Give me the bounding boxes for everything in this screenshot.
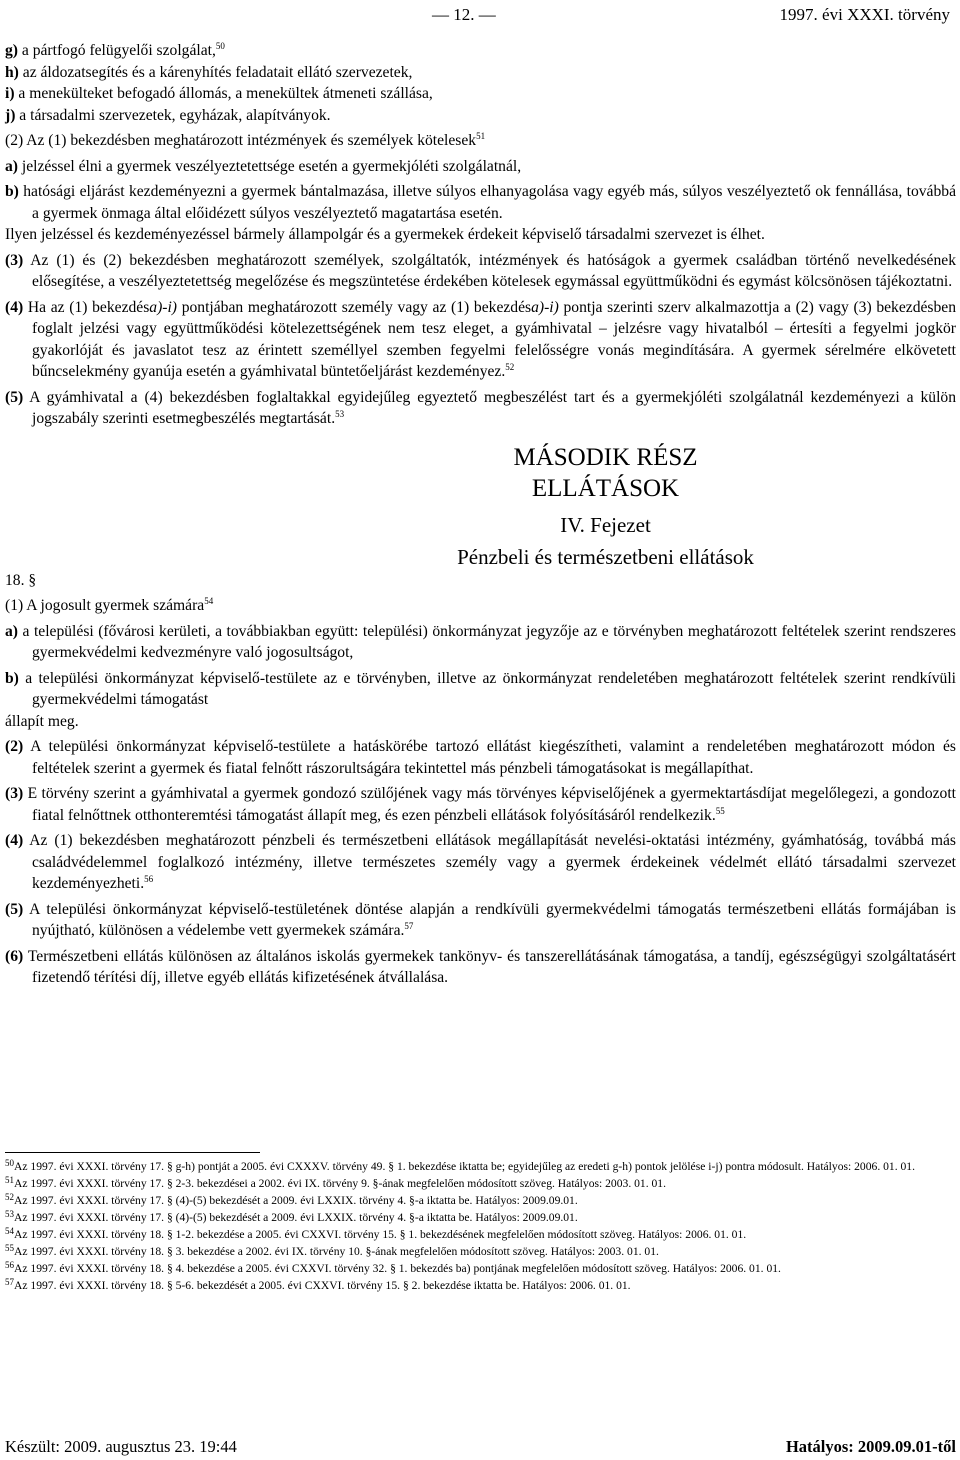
s18-para-1-closing: állapít meg.: [5, 712, 79, 730]
page-footer: [0, 1436, 960, 1458]
para-3: (3) Az (1) és (2) bekezdésben meghatározott személyek, szolgáltatók, intézmények és hatóságok a gyermek családban történő nevelkedésének elősegítése, a veszélyeztetettség megelőzése és megszüntetése érdekében kötelesek egymással együttműködni és egymást kölcsönösen tájékoztatni.: [5, 251, 956, 290]
footnote-57: $^{57}$Az 1997. évi XXXI. törvény 18. § 5-6. bekezdését a 2005. évi CXXVI. törvény 15. § 2. bekezdése iktatta be. Hatályos: 2006. 01. 01.: [5, 1277, 631, 1292]
para-2-closing: Ilyen jelzéssel és kezdeményezéssel bármely állampolgár és a gyermekek érdekeit képviselő társadalmi szervezet is élhet.: [5, 226, 765, 243]
footnote-ref[interactable]: 54: [204, 596, 214, 606]
list-top: [5, 40, 956, 126]
footnote-52: $^{52}$Az 1997. évi XXXI. törvény 17. § (4)-(5) bekezdését a 2009. évi LXXIX. törvény 4. §-a iktatta be. Hatályos: 2009.09.01.: [5, 1192, 578, 1207]
s18-para-1: (1) A jogosult gyermek számára$^{54}$: [5, 596, 214, 614]
part-title: MÁSODIK RÉSZ: [513, 443, 698, 471]
section-number: 18. §: [5, 571, 37, 589]
footnote-ref[interactable]: 50: [215, 41, 225, 51]
part-subtitle: ELLÁTÁSOK: [531, 474, 680, 502]
s18-para-5: (5) A települési önkormányzat képviselő-testületének döntése alapján a rendkívüli gyermekvédelmi támogatás természetbeni ellátás formájában is nyújtható, különösen a védelembe vett gyermekek számára.$^{57}$: [5, 900, 956, 939]
law-title: 1997. évi XXXI. törvény: [779, 5, 950, 24]
footnote-50: $^{50}$Az 1997. évi XXXI. törvény 17. § g-h) pontját a 2005. évi CXXXV. törvény 49. § 1. bekezdése iktatta be; egyidejűleg az eredeti g-h) pontok jelölése i-j) pontra módosult. Hatályos: 2006. 01. 01.: [5, 1158, 915, 1173]
s18-para-4: (4) Az (1) bekezdésben meghatározott pénzbeli és természetbeni ellátások megállapítását nevelési-oktatási intézmény, gyámhatóság, továbbá más családvédelemmel foglalkozó intézmény, illetve természetes személy vagy a gyermek érdekeinek védelmét ellátó társadalmi szervezet kezdeményezheti.$^{56}$: [5, 832, 956, 892]
footer-effective: Hatályos: 2009.09.01-től: [785, 1437, 956, 1456]
s18-para-6: (6) Természetbeni ellátás különösen az általános iskolás gyermekek tankönyv- és tanszerellátásának támogatása, a tandíj, egészségügyi szolgáltatásért fizetendő térítési díj, illetve egyéb ellátás kifizetésének átvállalása.: [5, 947, 956, 986]
footnote-51: $^{51}$Az 1997. évi XXXI. törvény 17. § 2-3. bekezdései a 2002. évi IX. törvény 9. §-ának megfelelően módosított szöveg. Hatályos: 2003. 01. 01.: [5, 1175, 666, 1190]
list-item-g: g) a pártfogó felügyelői szolgálat,$^{50}$: [5, 41, 225, 59]
footnote-56: $^{56}$Az 1997. évi XXXI. törvény 18. § 4. bekezdése a 2005. évi CXXVI. törvény 32. § 1. bekezdés ba) pontjának megfelelően módosított szöveg. Hatályos: 2006. 01. 01.: [5, 1260, 781, 1275]
list-item-h: h) az áldozatsegítés és a kárenyhítés feladatait ellátó szervezetek,: [5, 63, 413, 81]
page-number: — 12. —: [432, 5, 496, 24]
s18-para-3: (3) E törvény szerint a gyámhivatal a gyermek gondozó szülőjének vagy más törvényes képviselőjének a gyermektartásdíjat megelőlegezi, a gondozott fiatal felnőttnek otthonteremtési támogatást állapít meg, és ezen pénzbeli ellátások folyósításáról rendelkezik.$^{55}$: [5, 785, 956, 824]
footnote-ref[interactable]: 51: [476, 131, 486, 141]
footnote-54: $^{54}$Az 1997. évi XXXI. törvény 18. § 1-2. bekezdése a 2005. évi CXXVI. törvény 15. § 1. bekezdésének megfelelően módosított szöveg. Hatályos: 2006. 01. 01.: [5, 1226, 747, 1241]
footnote-ref[interactable]: 57: [404, 921, 414, 931]
page-header: [0, 4, 960, 28]
para-2-item-b: b) hatósági eljárást kezdeményezni a gyermek bántalmazása, illetve súlyos elhanyagolása vagy egyéb más, súlyos veszélyeztető ok fennállása, továbbá a gyermek önmaga által előidézett súlyos veszélyeztető magatartása esetén.: [5, 183, 956, 222]
footnote-55: $^{55}$Az 1997. évi XXXI. törvény 18. § 3. bekezdése a 2002. évi IX. törvény 10. §-ának megfelelően módosított szöveg. Hatályos: 2003. 01. 01.: [5, 1243, 659, 1258]
chapter-title: Pénzbeli és természetbeni ellátások: [457, 544, 754, 569]
footnote-ref[interactable]: 55: [715, 805, 725, 816]
s18-para-2: (2) A települési önkormányzat képviselő-testülete a hatáskörébe tartozó ellátást kiegészítheti, valamint a rendeletében meghatározott módon és feltételek szerint a gyermek és fiatal felnőtt rászorultságára tekintettel más pénzbeli támogatásokat is megállapíthat.: [5, 738, 956, 777]
footnote-ref[interactable]: 53: [335, 409, 345, 419]
footer-created: Készült: 2009. augusztus 23. 19:44: [5, 1437, 237, 1456]
para-5: (5) A gyámhivatal a (4) bekezdésben foglaltakkal egyidejűleg egyeztető megbeszélést tart és a gyermekjóléti szolgálatnál kezdeményezi a külön jogszabály szerinti esetmegbeszélés megtartását.$^{53}$: [5, 388, 956, 427]
para-2-item-a: a) jelzéssel élni a gyermek veszélyeztetettsége esetén a gyermekjóléti szolgálatnál,: [5, 157, 522, 175]
s18-para-1-item-b: b) a települési önkormányzat képviselő-testülete az e törvényben, illetve az önkormányzat rendeletében meghatározott feltételek szerint rendkívüli gyermekvédelmi támogatást: [5, 669, 956, 708]
list-item-i: i) a menekülteket befogadó állomás, a menekültek átmeneti szállása,: [5, 85, 433, 102]
s18-para-1-item-a: a) a települési (fővárosi kerületi, a továbbiakban együtt: települési) önkormányzat jegyzője az e törvényben meghatározott feltételek szerint rendszeres gyermekvédelmi kedvezményre való jogosultságot,: [5, 622, 956, 661]
list-item-j: j) a társadalmi szervezetek, egyházak, alapítványok.: [5, 106, 331, 124]
para-2: (2) Az (1) bekezdésben meghatározott intézmények és személyek kötelesek$^{51}$: [5, 131, 486, 149]
footnotes: [5, 1158, 956, 1294]
footnote-ref[interactable]: 56: [144, 874, 154, 884]
footnote-53: $^{53}$Az 1997. évi XXXI. törvény 17. § (4)-(5) bekezdését a 2009. évi LXXIX. törvény 4. §-a iktatta be. Hatályos: 2009.09.01.: [5, 1209, 578, 1224]
footnote-ref[interactable]: 52: [505, 362, 515, 372]
footnote-separator: [5, 1152, 260, 1153]
para-4: (4) Ha az (1) bekezdésa)-i) pontjában meghatározott személy vagy az (1) bekezdésa)-i) pontja szerinti szerv alkalmazottja a (2) vagy (3) bekezdésben foglalt jelzési vagy együttműködési kötelezettségének nem tesz eleget, a gyámhivatal – jelzésre vagy hivatalból – értesíti a fegyelmi jogkör gyakorlóját és javaslatot tesz az érintett személlyel szemben fegyelmi felelősségre vonás megindítására. A gyermek sérelmére elkövetett bűncselekmény gyanúja esetén a gyámhivatal büntetőeljárást kezdeményez.$^{52}$: [5, 298, 956, 380]
chapter-number: IV. Fejezet: [560, 512, 651, 537]
main-content: [5, 40, 956, 989]
